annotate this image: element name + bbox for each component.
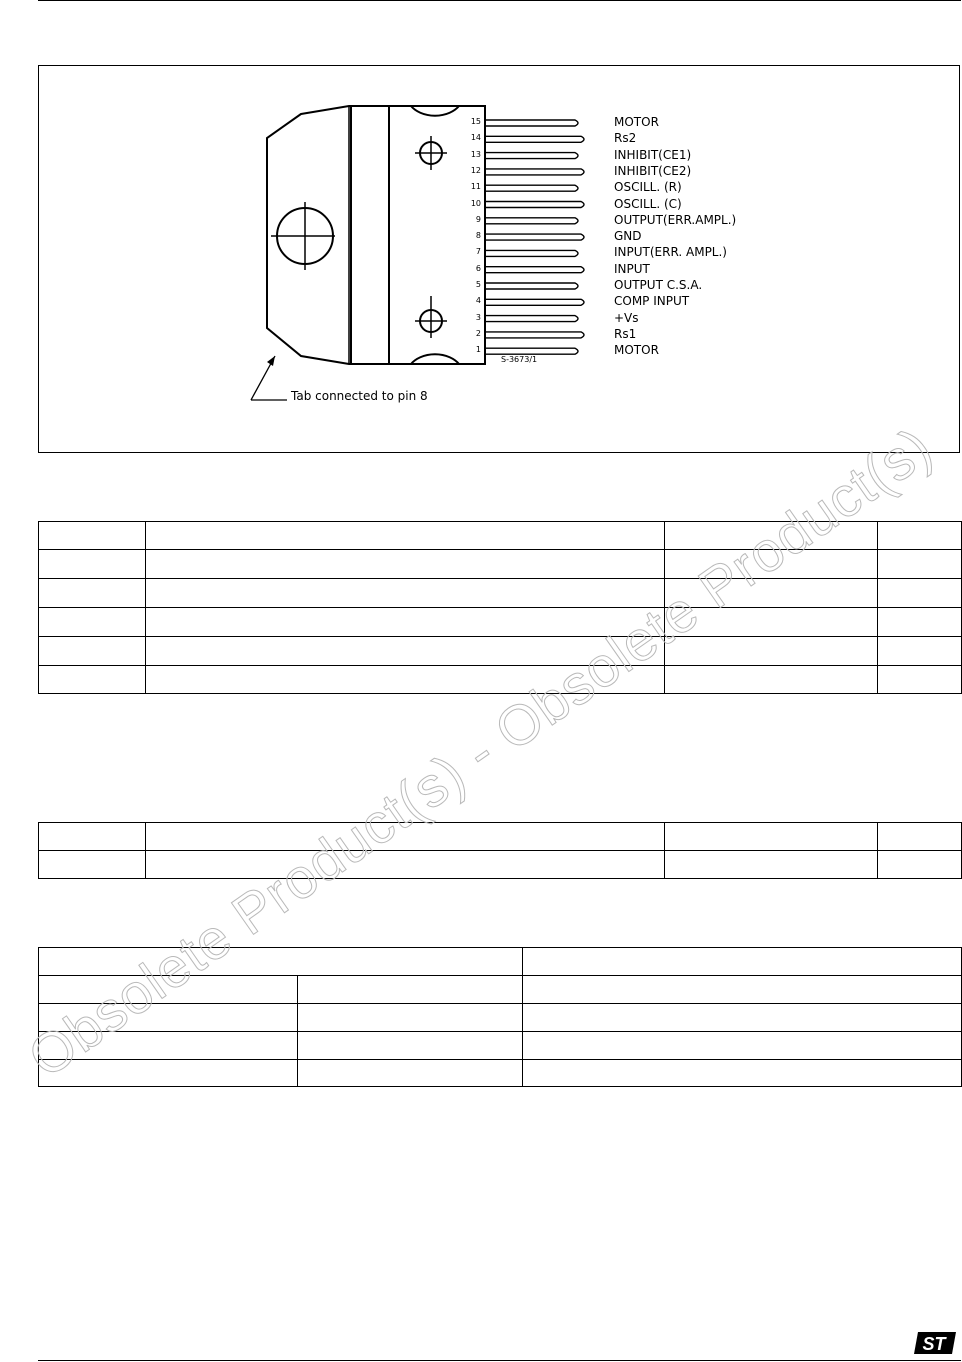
pin-lead-7 [485, 250, 578, 256]
table-row [39, 1032, 962, 1060]
table-row [39, 522, 962, 550]
pin-leads [485, 120, 584, 354]
table-row [39, 1060, 962, 1087]
pin-label: INPUT(ERR. AMPL.) [614, 245, 727, 260]
pin-number: 13 [470, 149, 481, 159]
obsolete-watermark: Obsolete Product(s) - Obsolete Product(s) [16, 414, 944, 1090]
pin-lead-4 [485, 299, 584, 305]
pin-lead-12 [485, 169, 584, 175]
table-row [39, 550, 962, 579]
pin-label: MOTOR [614, 343, 659, 358]
pin-number: 2 [475, 328, 481, 338]
pin-label: INHIBIT(CE2) [614, 163, 692, 178]
pin-number: 7 [475, 247, 481, 257]
bottom-notch [411, 354, 459, 364]
pin-number: 1 [475, 345, 481, 355]
pin-number: 10 [470, 198, 481, 208]
pin-number: 3 [475, 312, 481, 322]
pin-label: OUTPUT C.S.A. [614, 278, 703, 292]
pin-lead-8 [485, 234, 584, 240]
table-logic [38, 947, 962, 1087]
top-notch [411, 106, 459, 116]
pin-lead-11 [485, 185, 578, 191]
table-row [39, 579, 962, 608]
pin-label: INPUT [614, 261, 650, 276]
table-row [39, 1004, 962, 1032]
pin-number: 15 [470, 117, 481, 126]
table-row [39, 948, 962, 976]
table-row [39, 851, 962, 879]
pin-number: 4 [475, 296, 481, 306]
st-logo [914, 1330, 958, 1356]
pin-label: +Vs [614, 310, 639, 325]
pin-lead-9 [485, 218, 578, 224]
table-row [39, 823, 962, 851]
pin-lead-3 [485, 316, 578, 322]
pin-label: INHIBIT(CE1) [614, 147, 692, 162]
pin-lead-2 [485, 332, 584, 338]
pin-number: 14 [470, 133, 481, 143]
table-row [39, 666, 962, 694]
pin-label: OSCILL. (C) [614, 196, 682, 211]
package-drawing [39, 66, 959, 452]
pin-label: Rs2 [614, 131, 637, 146]
pin-number: 12 [470, 165, 481, 175]
pin-lead-6 [485, 267, 584, 273]
heatsink-tab [267, 106, 389, 364]
pin-label: MOTOR [614, 115, 659, 129]
pin-lead-1 [485, 348, 578, 354]
pin-lead-5 [485, 283, 578, 289]
pin-lead-13 [485, 153, 578, 159]
pin-label: GND [614, 229, 642, 244]
pin-label: OSCILL. (R) [614, 180, 682, 195]
pin-lead-14 [485, 136, 584, 142]
pin-number: 5 [475, 280, 481, 289]
table-thermal-data [38, 822, 962, 879]
pin-lead-10 [485, 202, 584, 208]
table-row [39, 637, 962, 666]
table-row [39, 608, 962, 637]
pin-number: 9 [475, 214, 481, 224]
footer-rule [38, 1360, 961, 1361]
package-body [351, 106, 485, 364]
pin-number: 11 [470, 182, 481, 192]
pin-label: COMP INPUT [614, 294, 690, 309]
pin-number: 6 [475, 263, 481, 273]
table-pin-functions [38, 521, 962, 694]
pin-label: Rs1 [614, 326, 637, 341]
tab-note: Tab connected to pin 8 [291, 389, 428, 403]
logo-text: ST [922, 1334, 946, 1354]
pin-lead-15 [485, 120, 578, 126]
table-row [39, 976, 962, 1004]
connection-diagram-frame [38, 65, 960, 453]
pin-number: 8 [475, 231, 481, 241]
part-code: S-3673/1 [501, 355, 538, 364]
header-rule [38, 0, 961, 1]
pin-label: OUTPUT(ERR.AMPL.) [614, 212, 737, 227]
